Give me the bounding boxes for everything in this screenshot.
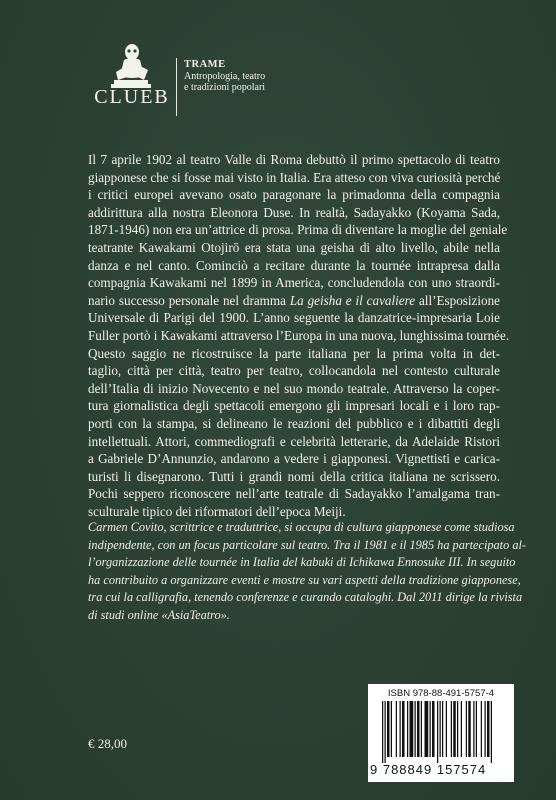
blurb-line: Questo saggio ne ricostruisce la parte italiana per la prima volta in det- <box>88 345 500 361</box>
blurb-line: tura giornalistica degli spettacoli emergono gli impresari locali e i loro rap- <box>88 398 500 414</box>
barcode-bar <box>461 701 462 757</box>
logo-divider <box>176 58 177 116</box>
series-name: TRAME <box>184 59 226 70</box>
blurb-line: taglio, città per città, teatro per teatro, collocandola nel contesto culturale <box>88 363 500 379</box>
series-subtitle-line: e tradizioni popolari <box>184 82 266 93</box>
barcode-bar <box>430 701 431 757</box>
barcode-bar <box>476 701 477 757</box>
blurb-line: Universale di Parigi del 1900. L’anno seguente la danzatrice-impresaria Loie <box>88 310 500 326</box>
barcode-bar <box>481 701 482 757</box>
owl-reader-icon <box>102 42 158 90</box>
barcode-bar <box>432 701 435 757</box>
barcode-bar <box>442 701 443 757</box>
barcode-bar <box>485 701 486 757</box>
series-info <box>184 59 265 94</box>
isbn-digits: 9 788849 157574 <box>370 762 487 777</box>
publisher-name: CLUEB <box>94 86 170 108</box>
author-bio-line: indipendente, con un focus particolare sul teatro. Tra il 1981 e il 1985 ha partecipato al- <box>88 537 526 552</box>
blurb-line: danza e nel canto. Cominciò a recitare durante la tournée intrapresa dalla <box>88 257 500 273</box>
barcode-bar <box>417 701 420 757</box>
barcode-bar <box>468 701 471 757</box>
blurb-line <box>88 292 500 310</box>
blurb-line: teatrante Kawakami Otojirō era stata una geisha di alto livello, abile nella <box>88 239 500 255</box>
blurb-italic-title: La geisha e il cavaliere <box>289 292 416 308</box>
publisher-logo <box>88 42 288 122</box>
barcode-bar <box>491 701 492 763</box>
barcode-bar <box>421 701 422 757</box>
barcode-bar <box>410 701 414 757</box>
barcode-bar <box>382 701 383 763</box>
blurb-line: intellettuali. Attori, commediografi e celebrità letterarie, da Adelaide Ristori <box>88 433 500 449</box>
blurb-text: nario successo personale nel dramma <box>88 292 290 308</box>
barcode-bar <box>451 701 452 757</box>
blurb-line: turisti li disegnarono. Tutti i grandi nomi della critica italiana ne scrissero. <box>88 468 500 484</box>
barcode-bar <box>425 701 429 757</box>
barcode-bar <box>396 701 397 757</box>
barcode-bar <box>466 701 467 757</box>
blurb-line: 1871-1946) non era un’attrice di prosa. Prima di diventare la moglie del geniale <box>88 222 508 238</box>
author-bio-line: Carmen Covito, scrittrice e traduttrice, si occupa di cultura giapponese come studiosa <box>88 520 515 534</box>
blurb-line: sculturale tipico dei riformatori dell’epoca Meiji. <box>88 503 346 519</box>
author-bio <box>88 519 526 624</box>
blurb-line: dell’Italia di inizio Novecento e nel suo mondo teatrale. Attraverso la coper- <box>88 380 500 396</box>
blurb-line: compagnia Kawakami nel 1899 in America, concludendola con uno straordi- <box>88 275 500 291</box>
blurb-line: Fuller portò i Kawakami attraverso l’Europa in una nuova, lunghissima tournée. <box>88 327 510 343</box>
barcode-bar <box>487 701 490 757</box>
barcode-bar <box>446 701 447 757</box>
barcode-bar <box>407 701 408 757</box>
author-bio-line: tra cui la calligrafia, tenendo conferenze e curando cataloghi. Dal 2011 dirige la rivista <box>88 590 523 604</box>
blurb-line: i critici europei avevano osato paragonare la primadonna della compagnia <box>88 187 500 203</box>
barcode-bar <box>415 701 416 757</box>
barcode-bar <box>457 701 458 757</box>
price: € 28,00 <box>88 736 127 751</box>
isbn-barcode-box <box>368 684 514 782</box>
barcode-bar <box>473 701 474 757</box>
blurb-line: porti con la stampa, si delineano le reazioni del pubblico e i dibattiti degli <box>88 415 500 431</box>
barcode-bar <box>453 701 456 757</box>
author-bio-line: di studi online «AsiaTeatro». <box>88 607 230 622</box>
blurb-line: Il 7 aprile 1902 al teatro Valle di Roma debuttò il primo spettacolo di teatro <box>88 152 500 167</box>
barcode-bar <box>391 701 392 757</box>
barcode-bar <box>437 701 438 763</box>
barcode-bar <box>440 701 441 757</box>
isbn-label: ISBN 978-88-491-5757-4 <box>387 688 495 699</box>
blurb-line: giapponese che si fosse mai visto in Italia. Era atteso con viva curiosità perché <box>88 169 501 185</box>
blurb-line: Pochi seppero riconoscere nell’arte teatrale di Sadayakko l’amalgama tran- <box>88 486 500 502</box>
author-bio-line: l’organizzazione delle tournée in Italia del kabuki di Ichikawa Ennosuke III. In seguito <box>88 555 516 569</box>
blurb-line: a Gabriele D’Annunzio, andarono a vedere i giapponesi. Vignettisti e carica- <box>88 451 500 467</box>
back-cover-blurb <box>88 151 510 520</box>
barcode-bar <box>402 701 405 757</box>
blurb-line: addirittura alla nostra Eleonora Duse. In realtà, Sadayakko (Koyama Sada, <box>88 204 500 220</box>
barcode-bar <box>387 701 390 757</box>
ean13-barcode-icon <box>380 701 504 763</box>
blurb-text: all’Esposizione <box>415 292 500 308</box>
barcode-bar <box>385 701 386 763</box>
barcode-bar <box>400 701 401 757</box>
author-bio-line: ha contribuito a organizzare eventi e mostre su vari aspetti della tradizione giapponese, <box>88 572 521 587</box>
series-subtitle-line: Antropologia, teatro <box>184 70 266 82</box>
